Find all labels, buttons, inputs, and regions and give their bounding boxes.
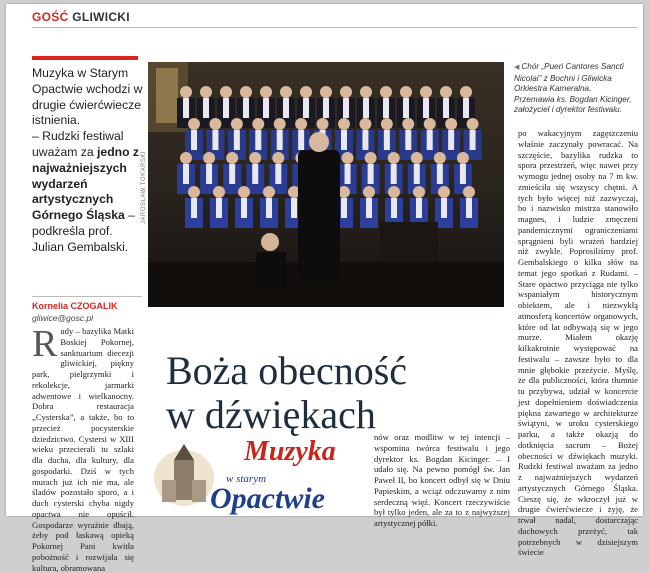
choir-photo-image [148,62,504,307]
lead-p2 [32,129,144,255]
caption-marker-icon: ◀ [514,64,520,71]
section-header [32,10,130,24]
article-title [166,349,407,437]
body-column-2-text: nów oraz modlitw w tej intencji – wspomina twórca festiwalu i jego dyrektor ks. Bogdan Kicinger. – I udało się. Na pewno pomógł św. Jan Paweł II, bo koncert odbył się w Dniu Papieskim, a wciąż odczuwamy z nim serdeczną więź. Koncert rzeczywiście był tylko jeden, ale za to z najwyższej artystycznej półki. [374,432,510,528]
author-name: Kornelia CZOGALIK [32,301,118,311]
lead-p1: Muzyka w Starym Opactwie wchodzi w drugie ćwierćwiecze istnienia. [32,66,143,128]
body-column-1 [32,323,134,573]
lead-p2-end: – podkreśla prof. Julian Gembalski. [32,208,135,254]
photo-credit: JAROSŁAW TOKARSKI [141,150,147,224]
title-line-1: Boża obecność [166,347,408,393]
caption-text: Chór „Pueri Cantores Sancti Nicolai” z Bochni i Gliwicka Orkiestra Kameralna. Przemawia ks. Bogdan Kicinger, założyciel i dyrektor festiwalu. [514,62,632,114]
logo-line-2: w starym [226,473,267,485]
title-line-2: w dźwiękach [166,391,376,437]
logo-line-3: Opactwie [210,482,325,515]
logo-line-1: Muzyka [244,436,336,467]
edition-name: GLIWICKI [72,10,130,24]
choir-photo [148,62,504,307]
festival-logo-image [152,430,370,515]
section-name: GOŚĆ [32,10,69,24]
lead-accent-bar [32,56,138,60]
festival-logo [152,430,370,515]
body-column-3 [518,128,638,558]
photo-caption [514,62,632,116]
article-lead [32,66,144,256]
magazine-page [6,4,643,573]
header-rule [32,27,638,28]
body-column-2 [374,432,510,529]
byline [32,296,142,323]
lead-p2-bold: jedno z najważniejszych wydarzeń artystycznych Górnego Śląska [32,144,140,223]
body-column-1-text: udy – bazylika Matki Boskiej Pokornej, sanktuarium diecezji gliwickiej, piękny park, pielgrzymki i rekolekcje, jarmarki adwentowe i wielkanocny. Dobra restauracja „Cysterska”, a także, bo to przecież pocysterskie dziedzictwo. Cystersi w XIII wieku przecierali tu szlaki dla ducha, dla kultury, dla gospodarki. Dziś w tych murach już ich nie ma, ale śladów pozostało sporo, a i duch cysterski chyba nigdy opactwa nie opuścił. Gospodarze wyraźnie dbają, żeby pod łaskawą opieką Pokornej Pani kwitła pobożność i rozwijała się kultura, obramowana [32,326,134,573]
drop-cap: R [32,323,58,365]
author-email[interactable]: gliwice@gosc.pl [32,313,94,323]
lead-p2-start: – Rudzki festiwal uważam za [32,129,124,159]
body-column-3-text: po wakacyjnym zagęszczeniu właśnie zaczynały powracać. Na szczęście, bazylika rudzka to spora przestrzeń, więc nawet przy wymogu jednej osoby na 7 m kw. zmieściła się wszyscy chętni. A tych było więcej niż zazwyczaj, bo i nazwisko mistrza stanowiło magnes, i ludzie zmęczeni pandemicznymi ograniczeniami sprągnieni byli wrażeń bardziej niż zwykle. Poprosiliśmy prof. Gembalskiego o kilka słów na temat jego spotkań z Rudami. – Stare opactwo przyciąga nie tylko wspaniałym historycznym obiektem, ale i niezwykłą atmosferą koncertów organowych, które od lat odbywają się w jego murze. Miałem okazję kilkakrotnie występować na festiwalu – zawsze było to dla mnie głębokie przeżycie. Myślę, że dla publiczności, która tłumnie tu przybywa, udział w koncercie jest dopełnieniem doświadczenia piękna zawartego w architekturze świątyni, w uroku cysterskiego parku, a także okazją do dotknięcia sacrum – Bożej obecności w dźwiękach muzyki. Rudzki festiwal uważam za jedno z najważniejszych wydarzeń artystycznych Górnego Śląska. Cieszę się, że wkroczył już w drugie ćwierćwiecze i żyję, że trwał nadal, dostarczając duchowych przeżyć, tak potrzebnych w dzisiejszym świecie [518,128,638,558]
